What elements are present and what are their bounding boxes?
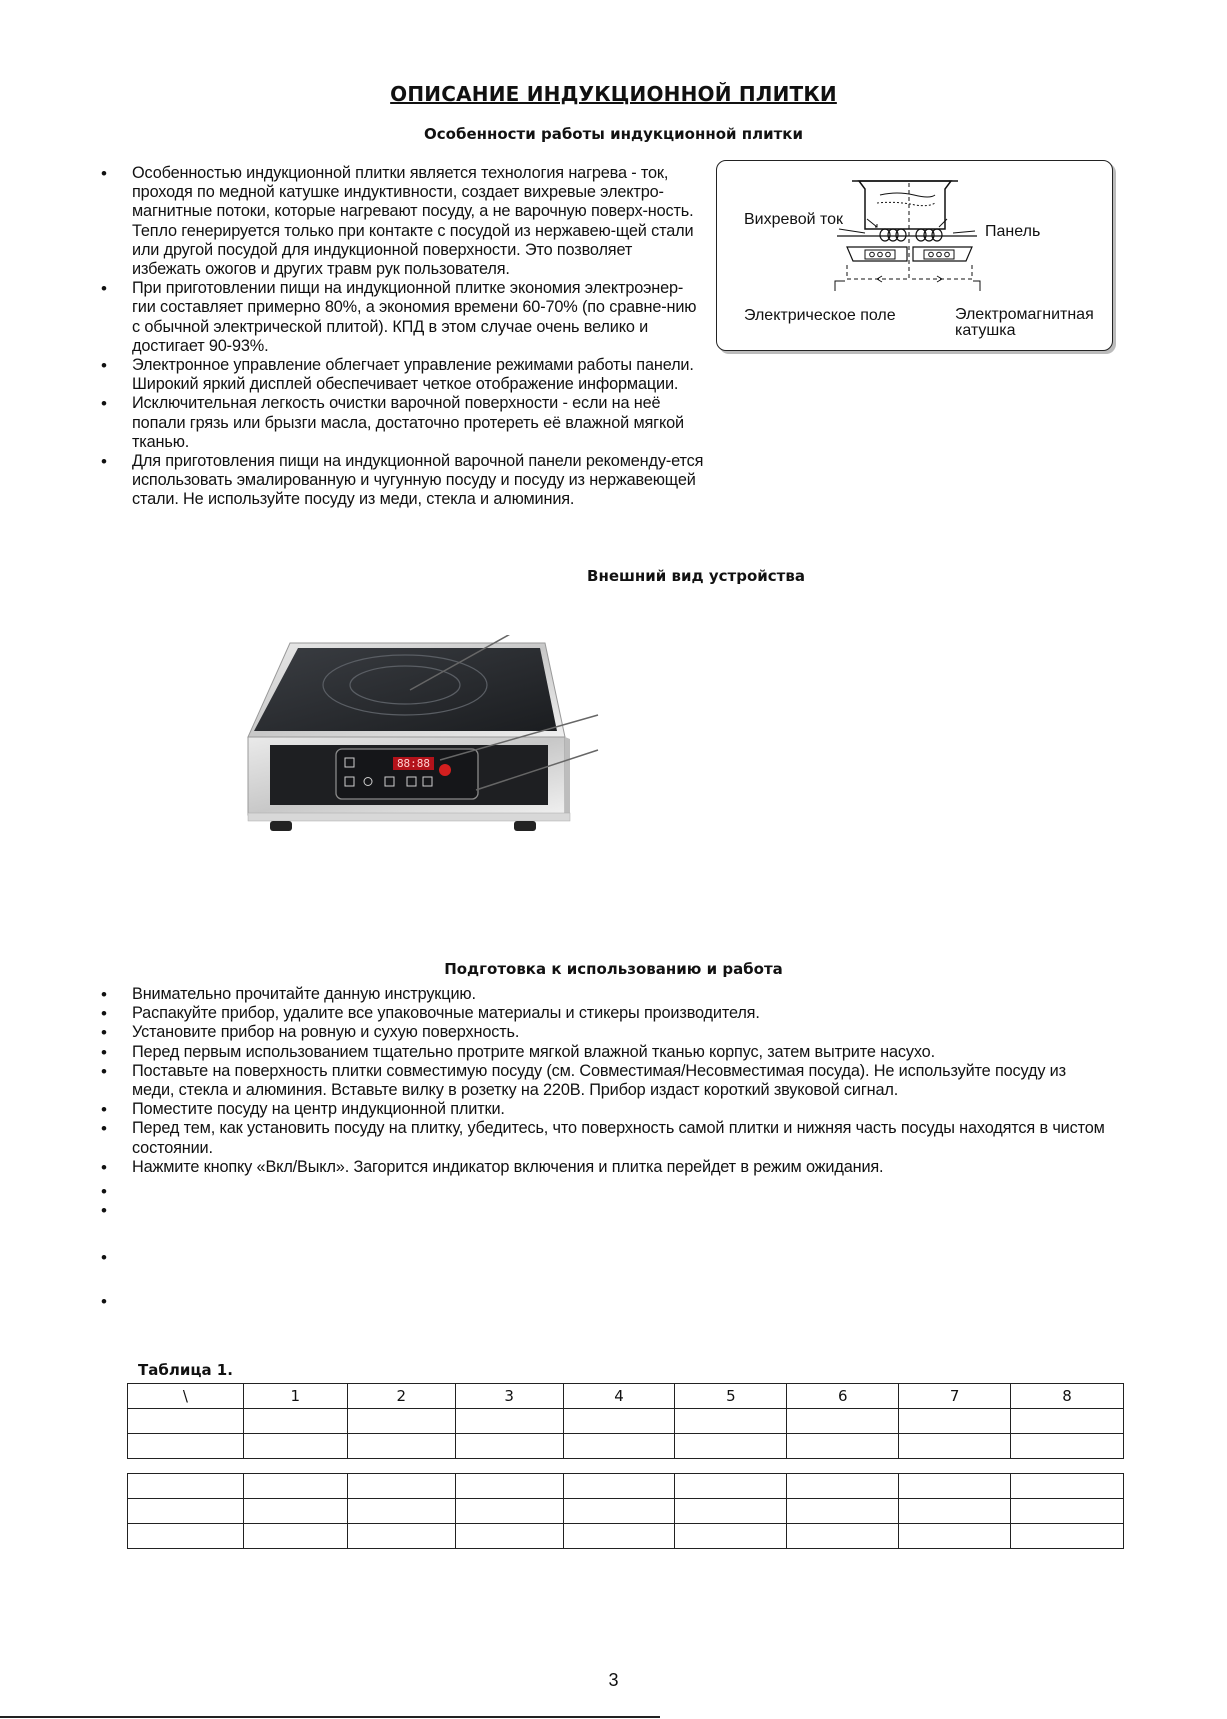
prep-item: • Поставьте на поверхность плитки совместимую посуду (см. Совместимая/Несовместимая посуда). Не используйте посуду из меди, стекла и алюминия. Вставьте вилку в розетку на 220В. Прибор издаст короткий звуковой сигнал. — [101, 1062, 1111, 1100]
features-item: • Особенностью индукционной плитки является технология нагрева - ток, проходя по медной катушке индуктивности, создает вихревые электро-магнитные потоки, которые нагревают посуду, а не варочную поверх-ность. Тепло генерируется только при контакте с посудой из нержавею-щей стали или другой посудой для индукционной поверхности. Это позволяет избежать ожогов и других травм рук пользователя. — [101, 164, 705, 279]
table-header-cell: 3 — [455, 1384, 563, 1409]
table-header-cell: 1 — [243, 1384, 347, 1409]
cooktop-image — [240, 635, 600, 840]
features-list — [101, 164, 705, 510]
features-item: • Исключительная легкость очистки варочной поверхности - если на неё попали грязь или брызги масла, достаточно протереть её влажной мягкой тканью. — [101, 394, 705, 452]
footer-rule — [0, 1716, 660, 1718]
label-coil: Электромагнитная катушка — [955, 306, 1094, 339]
prep-item: • Внимательно прочитайте данную инструкцию. — [101, 985, 1111, 1004]
prep-list — [101, 985, 1111, 1177]
empty-bullet: • — [101, 1248, 107, 1267]
table-header-cell: \ — [128, 1384, 244, 1409]
table-row — [128, 1409, 1124, 1434]
table-header-cell: 6 — [787, 1384, 899, 1409]
table-caption: Таблица 1. — [138, 1361, 233, 1379]
prep-item: • Установите прибор на ровную и сухую поверхность. — [101, 1023, 1111, 1042]
table1-bottom — [127, 1473, 1124, 1549]
page-number: 3 — [608, 1670, 619, 1690]
empty-bullet: • — [101, 1182, 107, 1201]
label-panel: Панель — [985, 223, 1041, 240]
table-row — [128, 1434, 1124, 1459]
empty-bullet: • — [101, 1201, 107, 1220]
empty-bullet: • — [101, 1292, 107, 1311]
prep-item: • Распакуйте прибор, удалите все упаковочные материалы и стикеры производителя. — [101, 1004, 1111, 1023]
features-item: • Электронное управление облегчает управление режимами работы панели. Широкий яркий дисплей обеспечивает четкое отображение информации. — [101, 356, 705, 394]
table-header-cell: 8 — [1011, 1384, 1124, 1409]
features-heading: Особенности работы индукционной плитки — [424, 125, 803, 143]
prep-heading: Подготовка к использованию и работа — [444, 960, 783, 978]
induction-diagram — [716, 160, 1113, 351]
prep-item: • Поместите посуду на центр индукционной плитки. — [101, 1100, 1111, 1119]
label-electric-field: Электрическое поле — [744, 307, 896, 324]
display-readout: 88:88 — [393, 757, 434, 770]
table1-top — [127, 1383, 1124, 1459]
table-header-cell: 5 — [675, 1384, 787, 1409]
table-row — [128, 1474, 1124, 1499]
prep-item: • Нажмите кнопку «Вкл/Выкл». Загорится индикатор включения и плитка перейдет в режим ожидания. — [101, 1158, 1111, 1177]
table-row — [128, 1524, 1124, 1549]
prep-item: • Перед первым использованием тщательно протрите мягкой влажной тканью корпус, затем вытрите насухо. — [101, 1043, 1111, 1062]
device-illustration — [240, 635, 600, 840]
page-title: ОПИСАНИЕ ИНДУКЦИОННОЙ ПЛИТКИ — [390, 82, 837, 106]
features-item: • При приготовлении пищи на индукционной плитке экономия электроэнер-гии составляет примерно 80%, а экономия времени 60-70% (по сравне-нию с обычной электрической плитой). КПД в этом случае очень велико и достигает 90-93%. — [101, 279, 705, 356]
table-header-cell: 4 — [563, 1384, 675, 1409]
features-item: • Для приготовления пищи на индукционной варочной панели рекоменду-ется использовать эмалированную и чугунную посуду и посуду из нержавеющей стали. Не используйте посуду из меди, стекла и алюминия. — [101, 452, 705, 510]
prep-item: • Перед тем, как установить посуду на плитку, убедитесь, что поверхность самой плитки и нижняя часть посуды находятся в чистом состоянии. — [101, 1119, 1111, 1157]
table-row — [128, 1499, 1124, 1524]
label-eddy-current: Вихревой ток — [744, 211, 844, 228]
appearance-heading: Внешний вид устройства — [587, 567, 805, 585]
table-header-cell: 7 — [899, 1384, 1011, 1409]
table-header-row — [128, 1384, 1124, 1409]
table-header-cell: 2 — [347, 1384, 455, 1409]
